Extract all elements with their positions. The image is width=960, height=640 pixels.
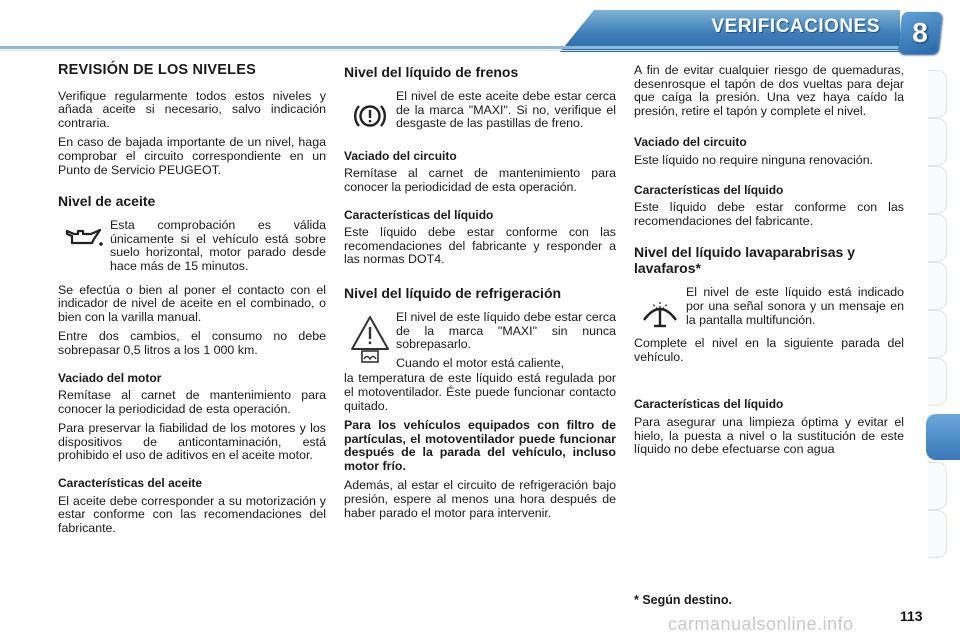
coolant-cap-paragraph: A fin de evitar cualquier riesgo de quemaduras, desenrosque el tapón de dos vueltas para dejar que caíga la presión. Una vez haya caído la presión, retire el tapón y complete el nivel. [634,63,904,118]
chapter-tab[interactable] [928,166,947,214]
chapter-tab[interactable] [928,70,947,118]
brake-warning-icon [352,100,388,132]
intro-paragraph: Verifique regularmente todos estos niveles y añada aceite si necesario, salvo indicación contraria. [58,88,326,130]
brake-icon-row [344,90,616,136]
column-3 [634,64,904,463]
engine-drain-heading: Vaciado del motor [58,370,162,385]
coolant-icon-row [344,311,616,370]
coolant-heading: Nivel del líquido de refrigeración [344,284,562,301]
engine-drain-paragraph: Remítase al carnet de mantenimiento para conocer la periodicidad de esta operación. [58,388,326,416]
washer-paragraph: Complete el nivel en la siguiente parada del vehículo. [634,336,904,364]
footnote: * Según destino. [634,593,732,607]
coolant-warning-paragraph: Para los vehículos equipados con filtro de partículas, el motoventilador puede funcionar después de la parada del vehículo, incluso motor frío. [344,418,616,473]
washer-specs-heading: Características del líquido [634,397,784,412]
coolant-paragraph: Además, al estar el circuito de refrigeración bajo presión, espere al menos una hora después de haber parado el motor para intervenir. [344,478,616,520]
brake-drain-heading: Vaciado del circuito [344,148,457,163]
oil-paragraph: Se efectúa o bien al poner el contacto con el indicador de nivel de aceite en el combinado, o bien con la varilla manual. [58,282,326,324]
section-title: VERIFICACIONES [711,16,880,37]
washer-icon-row [634,286,904,332]
chapter-tabs [928,70,958,580]
brake-specs-heading: Características del líquido [344,207,494,222]
column-1 [58,64,326,541]
coolant-drain-heading: Vaciado del circuito [634,135,747,150]
chapter-tab[interactable] [928,462,947,510]
chapter-tab[interactable] [928,214,947,262]
coolant-icon-text: Cuando el motor está caliente, [396,355,565,370]
coolant-specs-heading: Características del líquido [634,182,784,197]
oil-specs-heading: Características del aceite [58,476,203,491]
chapter-tab[interactable] [928,262,947,310]
header-rule [0,46,905,49]
oil-icon-text: Esta comprobación es válida únicamente si el vehículo está sobre suelo horizontal, motor parado desde hace más de 15 minutos. [110,218,326,273]
coolant-icon-text: El nivel de este líquido debe estar cerca de la marca "MAXI" sin nunca sobrepasarlo. [396,309,616,352]
washer-fluid-icon [640,290,680,330]
chapter-number: 8 [912,17,928,48]
header-rule-light [0,50,905,51]
brake-drain-paragraph: Remítase al carnet de mantenimiento para conocer la periodicidad de esta operación. [344,166,616,194]
washer-specs-paragraph: Para asegurar una limpieza óptima y evitar el hielo, la puesta a nivel o la sustitución de este líquido no debe efectuarse con agua [634,414,904,457]
coolant-drain-paragraph: Este líquido no require ninguna renovación. [634,152,874,167]
oil-level-heading: Nivel de aceite [58,193,156,210]
chapter-tab-active[interactable] [926,414,960,460]
brake-fluid-heading: Nivel del líquido de frenos [344,64,519,80]
washer-icon-text: El nivel de este líquido está indicado por una señal sonora y un mensaje en la pantalla multifunción. [686,285,904,327]
oil-can-icon [64,225,104,249]
page-number: 113 [900,608,923,624]
coolant-warning-icon [350,315,390,363]
coolant-specs-paragraph: Este líquido debe estar conforme con las recomendaciones del fabricante. [634,200,904,228]
oil-paragraph: Entre dos cambios, el consumo no debe sobrepasar 0,5 litros a los 1 000 km. [58,329,326,357]
engine-drain-paragraph: Para preservar la fiabilidad de los motores y los dispositivos de anticontaminación, está prohibido el uso de aditivos en el aceite motor. [58,421,326,463]
intro-paragraph: En caso de bajada importante de un nivel, haga comprobar el circuito correspondiente en un Punto de Servicio PEUGEOT. [58,135,326,177]
brake-specs-paragraph: Este líquido debe estar conforme con las recomendaciones del fabricante y responder a las normas DOT4. [344,225,616,267]
washer-fluid-heading: Nivel del líquido lavaparabrisas y lavafaros* [634,244,855,277]
brake-icon-text: El nivel de este aceite debe estar cerca de la marca "MAXI". Si no, verifique el desgaste de las pastillas de freno. [396,89,616,131]
main-heading: REVISIÓN DE LOS NIVELES [58,62,256,78]
watermark: carmanualsonline.info [668,614,854,634]
chapter-tab[interactable] [928,118,947,166]
chapter-tab[interactable] [928,358,947,406]
oil-icon-row [58,219,326,278]
oil-specs-paragraph: El aceite debe corresponder a su motorización y estar conforme con las recomendaciones del fabricante. [58,493,326,535]
column-2 [344,64,616,526]
coolant-paragraph: la temperatura de este líquido está regulada por el motoventilador. Éste puede funcionar contacto quitado. [344,371,616,413]
chapter-tab[interactable] [928,310,947,358]
chapter-tab[interactable] [928,510,947,558]
